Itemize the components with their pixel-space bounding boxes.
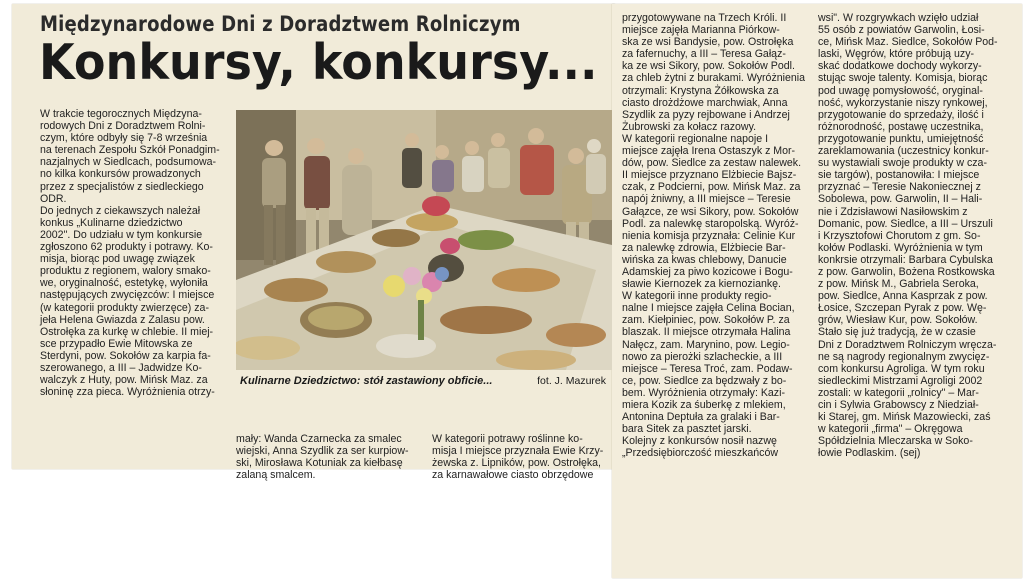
photo-caption [240,375,610,387]
article-column-3: W kategorii potrawy roślinne ko- misja I miejsce przyznała Ewie Krzy- żewska z. Lipników, pow. Ostrołęka, za karnawałowe ciasto obrzędowe [432,433,604,482]
article-photo [236,110,612,370]
article-kicker: Międzynarodowe Dni z Doradztwem Rolniczym [40,12,521,36]
article-column-2: mały: Wanda Czarnecka za smalec wiejski, Anna Szydlik za ser kurpiow- ski, Mirosława Kotuniak za kiełbasę zalaną smalcem. [236,433,409,482]
article-column-1: W trakcie tegorocznych Międzyna- rodowych Dni z Doradztwem Rolni- czym, które odbyły się 7-8 września na terenach Zespołu Szkół Ponadgim- nazjalnych w Siedlcach, podsumowa- no kilka konkursów prowadzonych przez z specjalistów z siedleckiego ODR. Do jednych z ciekawszych należał konkus „Kulinarne dziedzictwo 2002". Do udziału w tym konkursie zgłoszono 62 produkty i potrawy. Ko- misja, biorąc pod uwagę związek produktu z regionem, walory smako- we, oryginalność, estetykę, wyłoniła następujących zwycięzców: I miejsce (w kategorii produkty zwierzęce) za- jeła Helena Gwiazda z Zalasu pow. Ostrołęka za kurkę w chlebie. II miej- sce przypadło Ewie Mitowska ze Sterdyni, pow. Sokołów za karpia fa- szerowanego, a III – Jadwidze Ko- walczyk z Huty, pow. Mińsk Maz. za słoninę zza pieca. Wyróżnienia otrzy- [40,108,220,399]
article-column-4: przygotowywane na Trzech Króli. II miejsce zajęła Marianna Piórkow- ska ze wsi Bandysie, pow. Ostrołęka za fafernuchy, a III – Teresa Gałąz- ka ze wsi Sikory, pow. Sokołów Podl. za chleb żytni z burakami. Wyróżnienia otrzymali: Krystyna Żółkowska za ciasto drożdżowe marchwiak, Anna Szydlik za pyzy rejbowane i Andrzej Żubrowski za kołacz razowy. W kategorii regionalne napoje I miejsce zajęła Irena Ostaszyk z Mor- dów, pow. Siedlce za zestaw nalewek. II miejsce przyznano Elżbiecie Bajsz- czak, z Podcierni, pow. Mińsk Maz. za napój żniwny, a III miejsce – Teresie Gałązce, ze wsi Sikory, pow. Sokołów Podl. za nalewkę staropolską. Wyróż- nienia komisja przyznała: Celinie Kur za nalewkę zdrowia, Elżbiecie Bar- wińska za kwas chlebowy, Danucie Adamskiej za piwo kozicowe i Bogu- sławie Kiernozek za kiernoziankę. W kategorii inne produkty regio- nalne I miejsce zajęła Celina Bocian, zam. Kiełpiniec, pow. Sokołów P. za blaszak. II miejsce otrzymała Halina Nałęcz, zam. Marynino, pow. Legio- nowo za pierożki szlacheckie, a III miejsce – Teresa Troć, zam. Podaw- ce, pow. Siedlce za będzwały z bo- bem. Wyróżnienia otrzymały: Kazi- miera Kozik za śuberkę z mlekiem, Antonina Deptuła za gralaki i Bar- bara Sitek za pasztet jarski. Kolejny z konkursów nosił nazwę „Przedsiębiorczość mieszkańców [622,12,806,460]
article-column-5: wsi". W rozgrywkach wzięło udział 55 osób z powiatów Garwolin, Łosi- ce, Mińsk Maz. Siedlce, Sokołów Pod- laski, Węgrów, które próbują uzy- skać dodatkowe dochody wykorzy- stując swoje talenty. Komisja, biorąc pod uwagę pomysłowość, oryginal- ność, wykorzystanie niszy rynkowej, przygotowanie do sprzedaży, ilość i różnorodność, postawę uczestnika, przygotowanie punktu, umiejętność zareklamowania (uczestnicy konkur- su wystawiali swoje produkty w cza- sie targów), postanowiła: I miejsce przyznać – Teresie Nakoniecznej z Sobolewa, pow. Garwolin, II – Hali- nie i Zdzisławowi Nasiłowskim z Domanic, pow. Siedlce, a III – Urszuli i Krzysztofowi Chorutom z gm. So- kołów Podlaski. Wyróżnienia w tym konkrsie otrzymali: Barbara Cybulska z pow. Garwolin, Bożena Rostkowska z pow. Mińsk M., Gabriela Seroka, pow. Siedlce, Anna Kasprzak z pow. Łosice, Szczepan Pyrak z pow. Wę- grów, Wiesław Kur, pow. Sokołów. Stało się już tradycją, że w czasie Dni z Doradztwem Rolniczym wręcza- ne są nagrody regionalnym zwycięz- com konkursu Agroliga. W tym roku siedleckimi Mistrzami Agroligi 2002 zostali: w kategorii „rolnicy" – Mar- cin i Sylwia Grabowscy z Niedział- ki Starej, gm. Mińsk Mazowiecki, zaś w kategorii „firma" – Okręgowa Spółdzielnia Mleczarska w Soko- łowie Podlaskim. (sej) [818,12,998,460]
photo-caption-text: Kulinarne Dziedzictwo: stół zastawiony obficie... [240,375,493,387]
photo-credit: fot. J. Mazurek [537,375,606,387]
article-headline: Konkursy, konkursy... [39,34,598,91]
photo-festival-table [236,110,612,370]
